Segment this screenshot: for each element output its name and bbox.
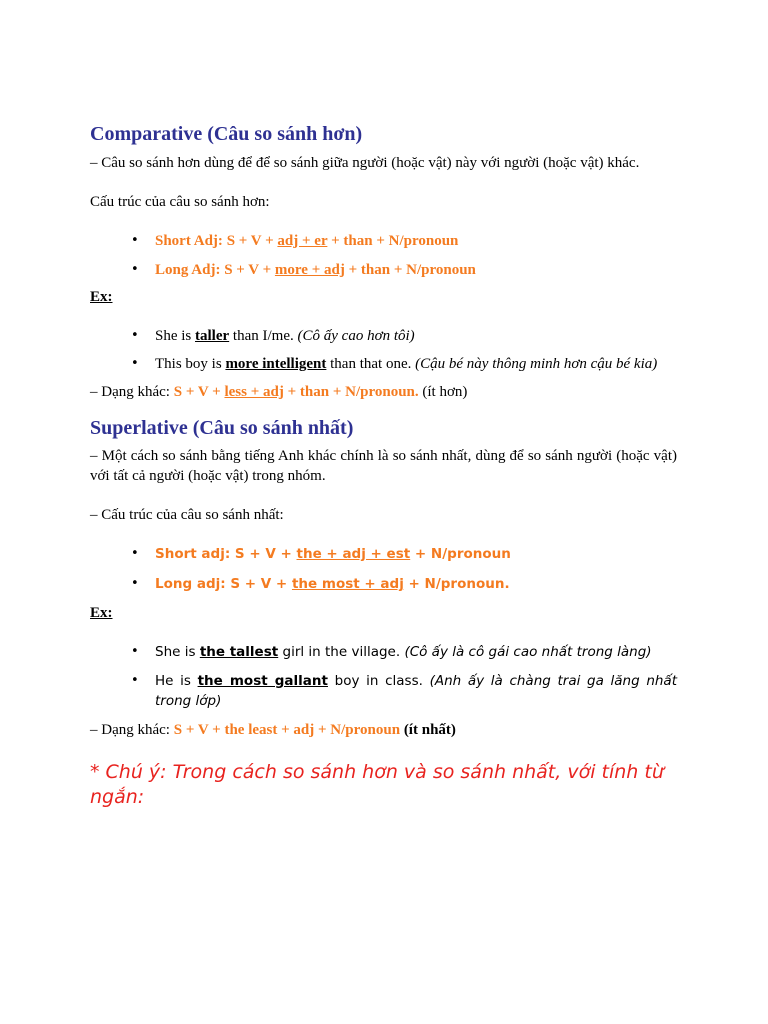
other-form-formula: S + V + the least + adj + N/pronoun	[173, 722, 401, 738]
comparative-structure-list	[90, 231, 677, 280]
superlative-other-form	[90, 720, 677, 740]
superlative-long-adj	[90, 574, 677, 594]
long-adj-label: Long adj: S + V +	[155, 576, 292, 592]
long-adj-formula-post: + N/pronoun.	[403, 576, 510, 592]
long-adj-formula-post: + than + N/pronoun	[344, 262, 476, 278]
short-adj-label: Short adj: S + V +	[155, 546, 297, 562]
example-key: the most gallant	[197, 673, 328, 689]
example-text: than that one.	[326, 356, 416, 372]
short-adj-formula-key: the + adj + est	[296, 546, 411, 562]
short-adj-formula-post: + than + N/pronoun	[327, 233, 459, 249]
superlative-heading: Superlative (Câu so sánh nhất)	[90, 417, 354, 439]
comparative-examples	[90, 326, 677, 374]
example-text: He is	[155, 673, 198, 689]
short-adj-formula-key: adj + er	[277, 233, 328, 249]
example-key: more intelligent	[225, 356, 327, 372]
example-text: This boy is	[155, 356, 226, 372]
example-text: She is	[155, 644, 200, 660]
other-form-formula-key: less + adj	[224, 384, 284, 400]
other-form-meaning: (ít hơn)	[418, 384, 468, 400]
other-form-formula-post: + than + N/pronoun.	[283, 384, 419, 400]
comparative-intro: – Câu so sánh hơn dùng để để so sánh giữa người (hoặc vật) này với người (hoặc vật) khác.	[90, 155, 640, 171]
comparative-heading: Comparative (Câu so sánh hơn)	[90, 123, 363, 145]
comparative-structure-label: Cấu trúc của câu so sánh hơn:	[90, 194, 270, 210]
comparative-short-adj	[90, 231, 677, 251]
example-text: boy in class.	[327, 673, 430, 689]
comparative-example	[90, 326, 677, 346]
other-form-prefix: – Dạng khác:	[90, 384, 174, 400]
superlative-intro: – Một cách so sánh bằng tiếng Anh khác chính là so sánh nhất, dùng để so sánh người (hoặc vật) với tất cả người (hoặc vật) trong nhóm.	[90, 448, 677, 484]
other-form-prefix: – Dạng khác:	[90, 722, 174, 738]
example-translation: (Cô ấy cao hơn tôi)	[297, 328, 415, 344]
superlative-example	[90, 642, 677, 662]
comparative-long-adj	[90, 260, 677, 280]
example-translation: (Cô ấy là cô gái cao nhất trong làng)	[404, 644, 652, 660]
note-text: * Chú ý: Trong cách so sánh hơn và so sánh nhất, với tính từ ngắn:	[90, 761, 664, 808]
long-adj-formula-key: the most + adj	[291, 576, 404, 592]
example-text: than I/me.	[229, 328, 298, 344]
short-adj-label: Short Adj:	[155, 233, 223, 249]
example-key: taller	[195, 328, 230, 344]
document-page	[90, 118, 677, 810]
comparative-ex-label: Ex:	[90, 289, 113, 305]
superlative-short-adj	[90, 544, 677, 564]
example-text: She is	[155, 328, 196, 344]
superlative-structure-label: – Cấu trúc của câu so sánh nhất:	[90, 507, 284, 523]
short-adj-formula-pre: S + V +	[222, 233, 278, 249]
long-adj-label: Long Adj:	[155, 262, 221, 278]
superlative-example	[90, 671, 677, 711]
example-translation: (Anh ấy là chàng trai ga lăng nhất trong lớp)	[155, 673, 678, 709]
superlative-ex-label: Ex:	[90, 605, 113, 621]
other-form-formula-pre: S + V +	[173, 384, 225, 400]
superlative-structure-list	[90, 544, 677, 594]
example-translation: (Cậu bé này thông minh hơn cậu bé kia)	[415, 356, 658, 372]
long-adj-formula-key: more + adj	[274, 262, 345, 278]
example-key: the tallest	[199, 644, 279, 660]
comparative-example	[90, 354, 677, 374]
short-adj-formula-post: + N/pronoun	[410, 546, 511, 562]
long-adj-formula-pre: S + V +	[220, 262, 275, 278]
other-form-meaning: (ít nhất)	[400, 722, 456, 738]
example-text: girl in the village.	[278, 644, 405, 660]
comparative-other-form	[90, 382, 677, 402]
superlative-examples	[90, 642, 677, 711]
